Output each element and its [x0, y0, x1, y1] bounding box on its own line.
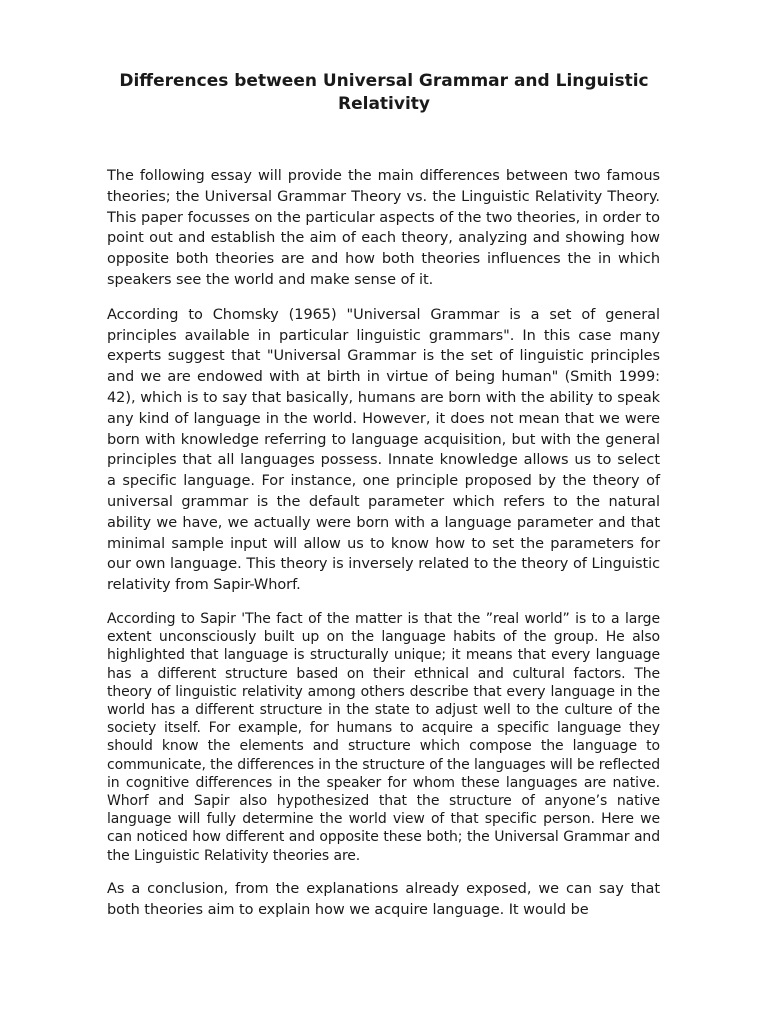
paragraph-linguistic-relativity: According to Sapir 'The fact of the matter is that the ”real world” is to a large extent unconsciously built up on the language habits of the group. He also highlighted that language is structurally unique; it means that every language has a different structure based on their ethnical and cultural factors. The theory of linguistic relativity among others describe that every language in the world has a different structure in the state to adjust well to the culture of the society itself. For example, for humans to acquire a specific language they should know the elements and structure which compose the language to communicate, the differences in the structure of the languages will be reflected in cognitive differences in the speaker for whom these languages are native. Whorf and Sapir also hypothesized that the structure of anyone’s native language will fully determine the world view of that specific person. Here we can noticed how different and opposite these both; the Universal Grammar and the Linguistic Relativity theories are.: [107, 610, 660, 864]
paragraph-introduction: The following essay will provide the main differences between two famous theories; the Universal Grammar Theory vs. the Linguistic Relativity Theory. This paper focusses on the particular aspects of the two theories, in order to point out and establish the aim of each theory, analyzing and showing how opposite both theories are and how both theories influences the in which speakers see the world and make sense of it.: [107, 168, 660, 288]
paragraph-universal-grammar: According to Chomsky (1965) "Universal Grammar is a set of general principles available in particular linguistic grammars". In this case many experts suggest that "Universal Grammar is the set of linguistic principles and we are endowed with at birth in virtue of being human" (Smith 1999: 42), which is to say that basically, humans are born with the ability to speak any kind of language in the world. However, it does not mean that we were born with knowledge referring to language acquisition, but with the general principles that all languages possess. Innate knowledge allows us to select a specific language. For instance, one principle proposed by the theory of universal grammar is the default parameter which refers to the natural ability we have, we actually were born with a language parameter and that minimal sample input will allow us to know how to set the parameters for our own language. This theory is inversely related to the theory of Linguistic relativity from Sapir-Whorf.: [107, 306, 660, 594]
document-body: [107, 166, 660, 934]
paragraph-conclusion: As a conclusion, from the explanations already exposed, we can say that both theories aim to explain how we acquire language. It would be: [107, 880, 660, 918]
document-title: Differences between Universal Grammar and Linguistic Relativity: [119, 71, 649, 114]
